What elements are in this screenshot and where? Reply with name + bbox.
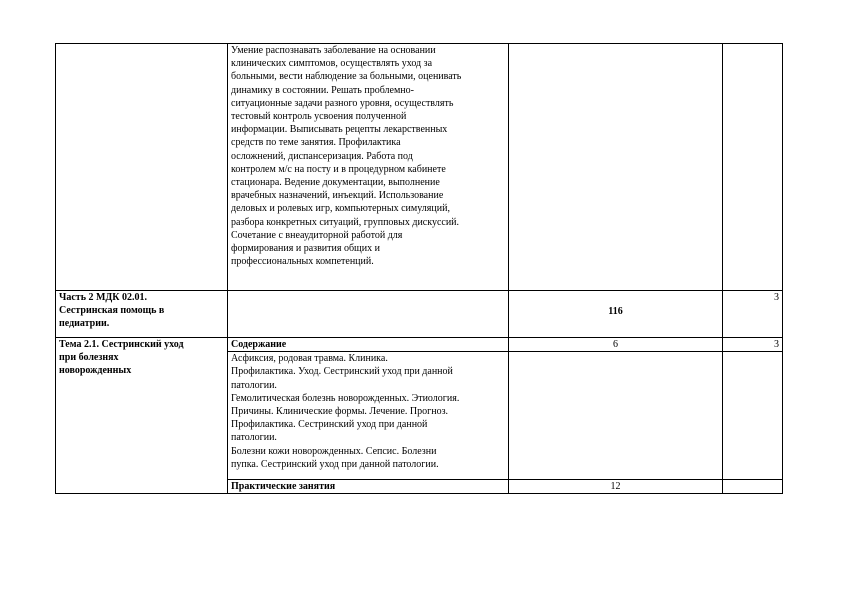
content-line: динамику в состоянии. Решать проблемно- bbox=[231, 84, 414, 96]
content-line: Профилактика. Уход. Сестринский уход при данной bbox=[231, 366, 453, 378]
topic-cell bbox=[56, 291, 228, 338]
level-cell bbox=[723, 480, 783, 494]
hours-cell bbox=[509, 44, 723, 291]
level-value: 3 bbox=[774, 339, 779, 350]
content-line: информации. Выписывать рецепты лекарственных bbox=[231, 124, 448, 136]
table-row bbox=[56, 291, 783, 338]
content-header: Содержание bbox=[231, 339, 287, 350]
level-cell bbox=[723, 291, 783, 338]
content-cell bbox=[228, 352, 509, 480]
content-header-cell bbox=[228, 480, 509, 494]
content-header-cell bbox=[228, 338, 509, 352]
content-line: Сочетание с внеаудиторной работой для bbox=[231, 229, 403, 241]
level-cell bbox=[723, 44, 783, 291]
part-title-line: Часть 2 МДК 02.01. bbox=[59, 292, 148, 303]
hours-value: 116 bbox=[608, 306, 623, 317]
hours-cell bbox=[509, 291, 723, 338]
part-title-line: Сестринская помощь в bbox=[59, 305, 165, 317]
hours-value: 12 bbox=[610, 481, 621, 493]
content-line: Причины. Клинические формы. Лечение. Прогноз. bbox=[231, 406, 449, 418]
content-line: Профилактика. Сестринский уход при данной bbox=[231, 419, 428, 431]
content-line: тестовый контроль усвоения полученной bbox=[231, 111, 407, 123]
content-line: формирования и развития общих и bbox=[231, 243, 380, 255]
part-title-line: педиатрии. bbox=[59, 318, 110, 330]
hours-value: 6 bbox=[613, 339, 618, 350]
practical-header: Практические занятия bbox=[231, 481, 336, 493]
level-value: 3 bbox=[774, 292, 779, 303]
content-line: профессиональных компетенций. bbox=[231, 256, 374, 268]
content-line: патологии. bbox=[231, 432, 277, 444]
topic-title-line: при болезнях bbox=[59, 352, 119, 364]
content-line: контролем м/с на посту и в процедурном кабинете bbox=[231, 163, 446, 175]
content-line: больными, вести наблюдение за больными, оценивать bbox=[231, 71, 462, 83]
content-cell bbox=[228, 44, 509, 291]
topic-title-line: Тема 2.1. Сестринский уход bbox=[59, 339, 184, 350]
level-cell bbox=[723, 352, 783, 480]
table-row bbox=[56, 338, 783, 352]
content-line: пупка. Сестринский уход при данной патологии. bbox=[231, 458, 439, 470]
content-line: патологии. bbox=[231, 379, 277, 391]
hours-cell bbox=[509, 480, 723, 494]
curriculum-table bbox=[55, 43, 783, 494]
content-line: ситуационные задачи разного уровня, осуществлять bbox=[231, 97, 454, 109]
content-line: осложнений, диспансеризация. Работа под bbox=[231, 150, 413, 162]
topic-cell bbox=[56, 44, 228, 291]
topic-cell bbox=[56, 338, 228, 494]
table-row bbox=[56, 44, 783, 291]
content-line: Умение распознавать заболевание на основании bbox=[231, 45, 436, 56]
content-line: разбора конкретных ситуаций, групповых дискуссий. bbox=[231, 216, 460, 228]
hours-cell bbox=[509, 338, 723, 352]
content-line: средств по теме занятия. Профилактика bbox=[231, 137, 401, 149]
content-line: врачебных назначений, инъекций. Использование bbox=[231, 190, 444, 202]
content-line: Асфиксия, родовая травма. Клиника. bbox=[231, 353, 388, 365]
topic-title-line: новорожденных bbox=[59, 365, 132, 377]
content-line: клинических симптомов, осуществлять уход за bbox=[231, 58, 433, 70]
hours-cell bbox=[509, 352, 723, 480]
content-line: Гемолитическая болезнь новорожденных. Этиология. bbox=[231, 392, 460, 404]
content-line: Болезни кожи новорожденных. Сепсис. Болезни bbox=[231, 445, 437, 457]
content-line: стационара. Ведение документации, выполнение bbox=[231, 177, 440, 189]
content-line: деловых и ролевых игр, компьютерных симуляций, bbox=[231, 203, 450, 215]
level-cell bbox=[723, 338, 783, 352]
content-cell bbox=[228, 291, 509, 338]
